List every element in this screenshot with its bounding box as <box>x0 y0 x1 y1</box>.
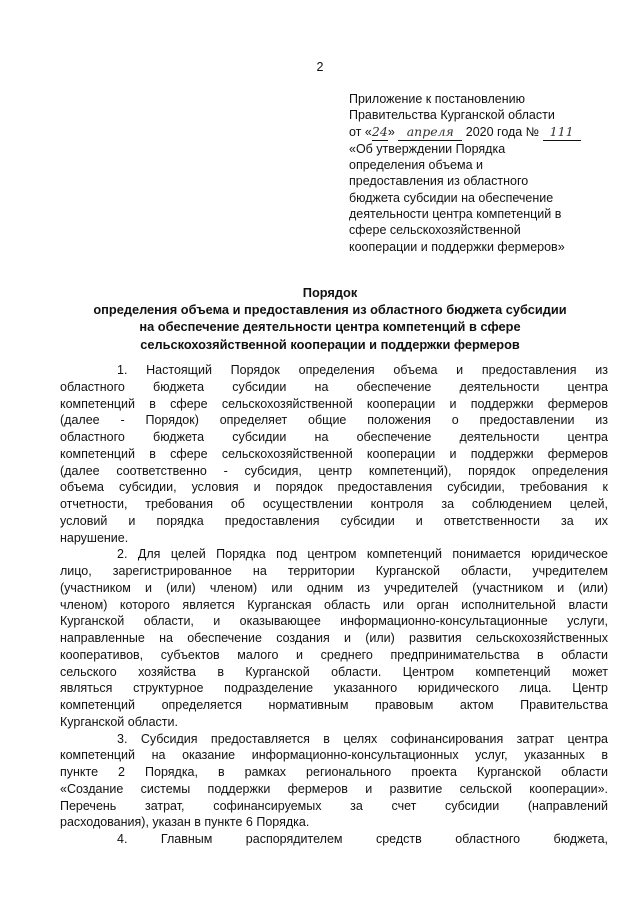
appendix-subject-line: сфере сельскохозяйственной <box>349 223 521 238</box>
appendix-header <box>349 91 611 255</box>
paragraph-line: являться структурное подразделение указанного юридического лица. Центр <box>60 681 608 696</box>
paragraph-line: компетенций в сфере сельскохозяйственной кооперации и поддержки фермеров <box>60 396 608 411</box>
paragraph-line: отчетности, требования об осуществлении контроля за соблюдением целей, <box>60 497 608 511</box>
paragraph-line: пункте 2 Порядка, в рамках регионального проекта Курганской области <box>60 765 608 779</box>
appendix-subject-line: деятельности центра компетенций в <box>349 207 562 222</box>
paragraph-line: условий и порядка предоставления субсидии и ответственности за их <box>60 513 608 528</box>
paragraph-line: «Создание системы поддержки фермеров и развитие сельской кооперации». <box>60 781 608 796</box>
paragraph-line: членом) которого является Курганская область или орган исполнительной власти <box>60 597 608 612</box>
paragraph-line: компетенций в сфере сельскохозяйственной кооперации и поддержки фермеров <box>60 446 608 461</box>
paragraph-line: расходования), указан в пункте 6 Порядка. <box>60 815 310 830</box>
handwritten-day: 24 <box>372 124 388 141</box>
appendix-date-line <box>349 124 611 141</box>
paragraph-line: Курганской области, и оказывающее информационно-консультационные услуги, <box>60 614 608 629</box>
paragraph-line: (участником и (или) членом) или одним из учредителей (участником и (или) <box>60 580 608 595</box>
paragraph-line: 4. Главным распорядителем средств областного бюджета, <box>117 832 608 846</box>
paragraph-line: направленные на обеспечение создания и (или) развития сельскохозяйственных <box>60 631 608 645</box>
title-line: сельскохозяйственной кооперации и поддержки фермеров <box>140 336 520 352</box>
appendix-subject-line: «Об утверждении Порядка <box>349 141 506 156</box>
paragraph-line: 1. Настоящий Порядок определения объема и предоставления из <box>117 363 608 377</box>
document-body <box>60 362 608 848</box>
handwritten-number: 111 <box>543 124 581 141</box>
paragraph-line: лицо, зарегистрированное на территории Курганской области, учредителем <box>60 564 608 578</box>
paragraph-line: областного бюджета субсидии на обеспечение деятельности центра <box>60 379 608 394</box>
paragraph-line: Курганской области. <box>60 714 178 729</box>
document-title <box>60 284 600 353</box>
appendix-line: Приложение к постановлению <box>349 92 525 106</box>
page-number: 2 <box>316 60 324 74</box>
paragraph-line: областного бюджета субсидии на обеспечение деятельности центра <box>60 430 608 444</box>
appendix-line: Правительства Курганской области <box>349 108 555 123</box>
paragraph-line: кооперативов, субъектов малого и среднего предпринимательства в области <box>60 647 608 662</box>
title-line: определения объема и предоставления из областного бюджета субсидии <box>93 302 567 318</box>
date-suffix: 2020 года № <box>465 124 540 139</box>
appendix-subject-line: определения объема и <box>349 158 484 173</box>
paragraph-line: компетенций на оказание информационно-консультационных услуг, указанных в <box>60 748 608 763</box>
paragraph-line: компетенций определяется нормативным правовым актом Правительства <box>60 698 608 712</box>
appendix-subject-line: бюджета субсидии на обеспечение <box>349 190 554 205</box>
paragraph-line: 3. Субсидия предоставляется в целях софинансирования затрат центра <box>117 731 608 746</box>
date-mid: » <box>387 124 395 139</box>
paragraph-line: объема субсидии, условия и порядок предоставления субсидии, требования к <box>60 480 608 495</box>
appendix-subject-line: предоставления из областного <box>349 174 529 189</box>
paragraph-line: 2. Для целей Порядка под центром компетенций понимается юридическое <box>117 547 608 562</box>
paragraph-line: (далее - Порядок) определяет общие положения о предоставлении из <box>60 413 608 428</box>
paragraph-line: Перечень затрат, софинансируемых за счет субсидии (направлений <box>60 798 608 813</box>
paragraph-line: сельского хозяйства в Курганской области. Центром компетенций может <box>60 664 608 679</box>
date-prefix: от « <box>349 124 372 139</box>
appendix-subject-line: кооперации и поддержки фермеров» <box>349 239 565 254</box>
paragraph-line: (далее соответственно - субсидия, центр компетенций), порядок определения <box>60 463 608 478</box>
title-heading: Порядок <box>302 285 358 300</box>
paragraph-line: нарушение. <box>60 530 129 545</box>
title-line: на обеспечение деятельности центра компетенций в сфере <box>139 319 521 335</box>
handwritten-month: апреля <box>398 124 462 141</box>
